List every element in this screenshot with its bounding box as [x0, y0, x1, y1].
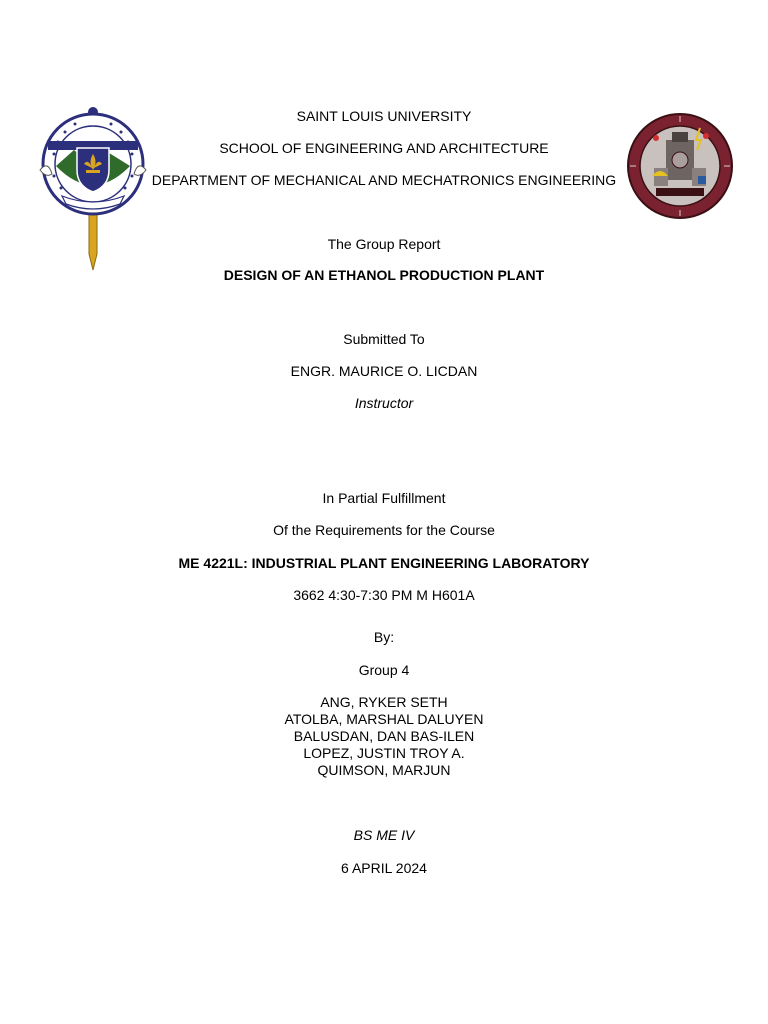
course-title: ME 4221L: INDUSTRIAL PLANT ENGINEERING LABORATORY [178, 555, 590, 571]
fulfillment-line-2: Of the Requirements for the Course [273, 522, 495, 538]
author-name: ANG, RYKER SETH [320, 694, 448, 710]
author-name: BALUSDAN, DAN BAS-ILEN [293, 728, 475, 744]
author-name: QUIMSON, MARJUN [317, 762, 451, 778]
program-year: BS ME IV [353, 827, 415, 843]
report-kind: The Group Report [327, 236, 441, 252]
department-seal-icon [626, 110, 734, 222]
report-date: 6 APRIL 2024 [341, 860, 427, 876]
group-name: Group 4 [358, 662, 410, 678]
university-name: SAINT LOUIS UNIVERSITY [296, 108, 472, 124]
author-name: LOPEZ, JUSTIN TROY A. [303, 745, 465, 761]
school-name: SCHOOL OF ENGINEERING AND ARCHITECTURE [219, 140, 549, 156]
instructor-name: ENGR. MAURICE O. LICDAN [290, 363, 478, 379]
fulfillment-line-1: In Partial Fulfillment [322, 490, 446, 506]
instructor-role: Instructor [354, 395, 414, 411]
submitted-to-label: Submitted To [343, 331, 425, 347]
author-list [0, 694, 768, 779]
course-schedule: 3662 4:30-7:30 PM M H601A [293, 587, 475, 603]
by-label: By: [373, 629, 395, 645]
report-title: DESIGN OF AN ETHANOL PRODUCTION PLANT [223, 267, 545, 283]
author-name: ATOLBA, MARSHAL DALUYEN [284, 711, 484, 727]
department-name: DEPARTMENT OF MECHANICAL AND MECHATRONICS ENGINEERING [151, 172, 617, 188]
